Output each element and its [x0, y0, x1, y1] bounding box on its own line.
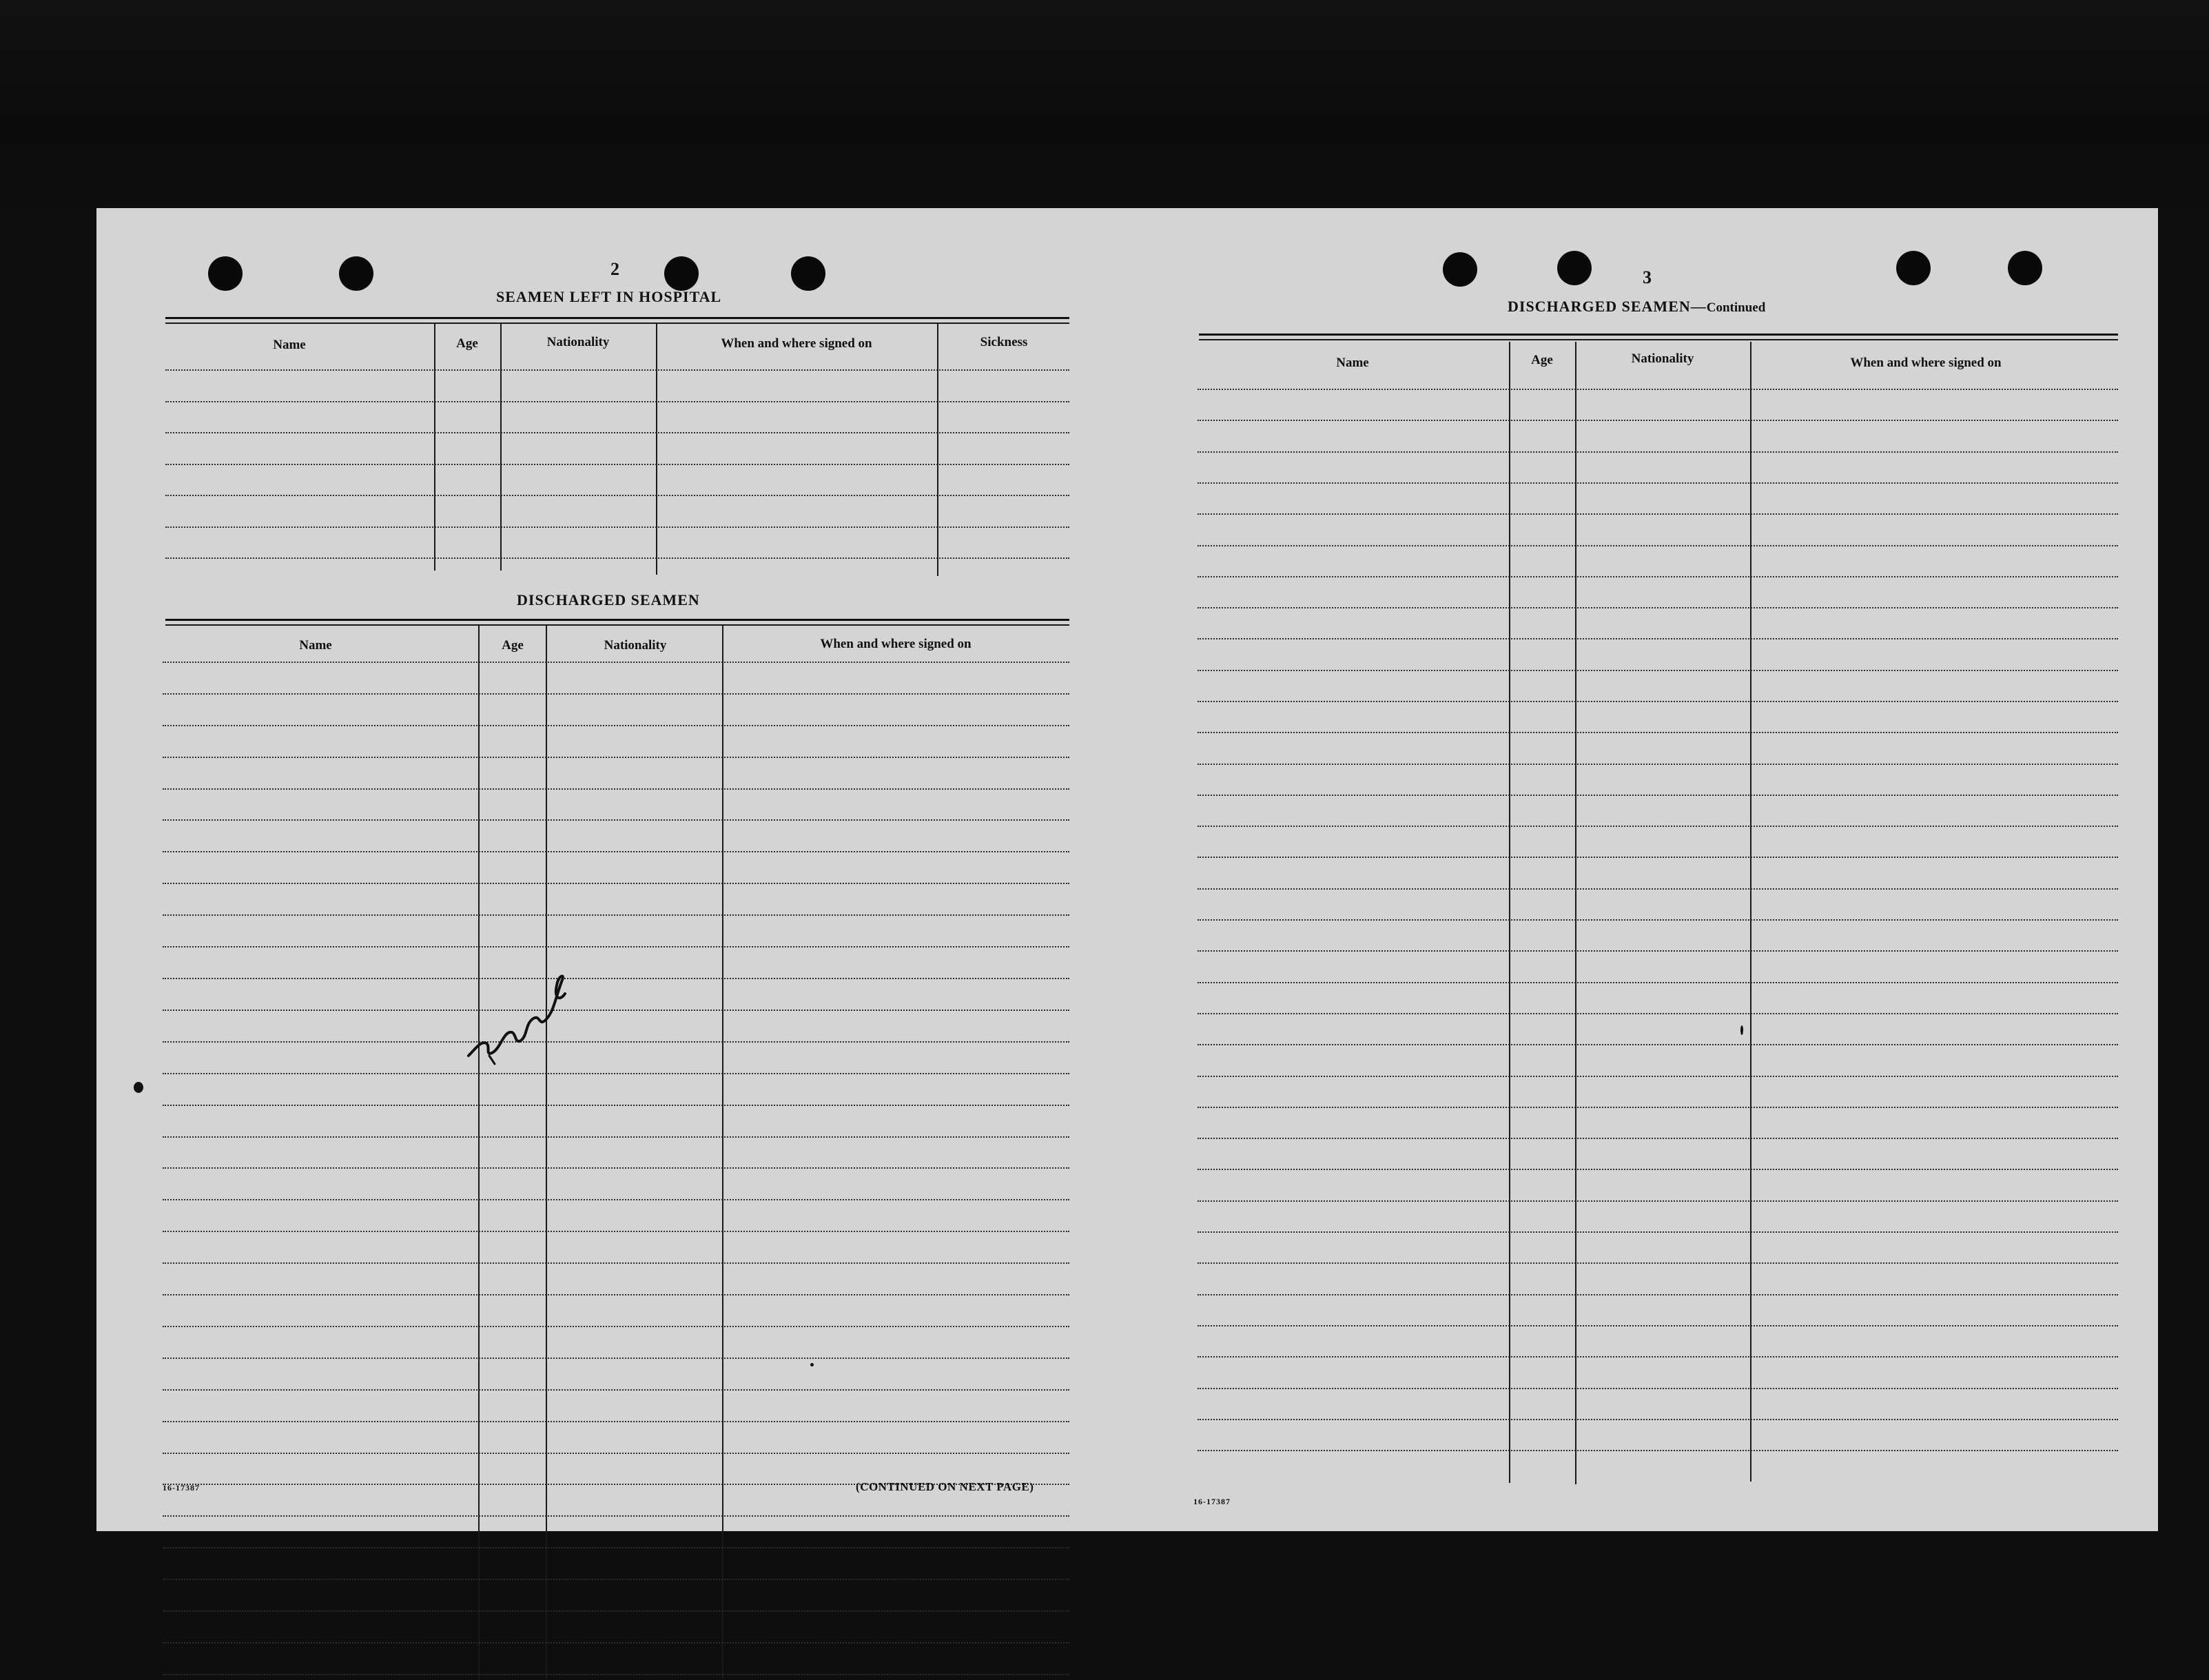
discharged-continued-row-line — [1198, 451, 2118, 453]
left-form-number: 16-17387 — [163, 1483, 200, 1493]
discharged-continued-row-line — [1198, 576, 2118, 577]
discharged-continued-row-line — [1198, 732, 2118, 733]
hospital-row-line — [165, 557, 1069, 559]
right-col-signed-on: When and where signed on — [1850, 356, 2002, 370]
discharged-continued-row-line — [1198, 1231, 2118, 1233]
discharged-row-line — [163, 1674, 1069, 1675]
ink-speck — [810, 1363, 814, 1366]
discharged-continued-row-line — [1198, 795, 2118, 796]
discharged-continued-row-line — [1198, 1294, 2118, 1295]
discharged-continued-row-line — [1198, 545, 2118, 546]
discharged-row-line — [163, 1231, 1069, 1232]
discharged-col-name: Name — [299, 638, 332, 653]
discharged-section-title: DISCHARGED SEAMEN — [517, 591, 700, 608]
discharged-row-line — [163, 1136, 1069, 1138]
punch-hole — [1443, 252, 1477, 287]
punch-hole — [208, 256, 243, 291]
ink-speck — [1740, 1025, 1743, 1035]
right-col-name: Name — [1336, 356, 1369, 370]
scan-background — [0, 0, 2209, 207]
ink-speck — [134, 1082, 143, 1093]
discharged-row-line — [163, 1547, 1069, 1548]
discharged-row-line — [163, 1105, 1069, 1106]
hospital-col-signed-on: When and where signed on — [721, 336, 872, 351]
discharged-row-line — [163, 1515, 1069, 1517]
hospital-row-line — [165, 526, 1069, 528]
right-section-title-main: DISCHARGED SEAMEN— — [1508, 298, 1707, 315]
discharged-row-line — [163, 1199, 1069, 1200]
discharged-continued-row-line — [1198, 420, 2118, 421]
discharged-continued-row-line — [1198, 1044, 2118, 1045]
hospital-col-age: Age — [456, 336, 478, 351]
discharged-row-line — [163, 1579, 1069, 1580]
discharged-continued-row-line — [1198, 1450, 2118, 1451]
discharged-row-line — [163, 662, 1069, 663]
hospital-row-line — [165, 401, 1069, 402]
right-section-title-suffix: Continued — [1706, 300, 1766, 315]
discharged-continued-row-line — [1198, 857, 2118, 858]
form-sheet — [96, 208, 2158, 1531]
discharged-row-line — [163, 883, 1069, 884]
discharged-row-line — [163, 1389, 1069, 1391]
discharged-col-signed-on: When and where signed on — [820, 637, 972, 651]
discharged-row-line — [163, 1167, 1069, 1169]
discharged-continued-row-line — [1198, 950, 2118, 952]
punch-hole — [791, 256, 825, 291]
punch-hole — [1557, 251, 1592, 285]
discharged-row-line — [163, 1041, 1069, 1043]
punch-hole — [2008, 251, 2042, 285]
discharged-row-line — [163, 1010, 1069, 1011]
discharged-continued-row-line — [1198, 1325, 2118, 1326]
discharged-row-line — [163, 693, 1069, 695]
discharged-col-age: Age — [502, 638, 524, 653]
right-page-number: 3 — [1643, 267, 1652, 287]
discharged-row-line — [163, 851, 1069, 852]
discharged-row-line — [163, 978, 1069, 979]
discharged-row-line — [163, 1610, 1069, 1612]
discharged-row-line — [163, 1642, 1069, 1643]
discharged-continued-row-line — [1198, 764, 2118, 765]
discharged-continued-row-line — [1198, 1013, 2118, 1014]
discharged-continued-row-line — [1198, 1200, 2118, 1202]
discharged-continued-row-line — [1198, 607, 2118, 608]
discharged-continued-row-line — [1198, 826, 2118, 827]
discharged-row-line — [163, 1421, 1069, 1422]
discharged-continued-row-line — [1198, 1138, 2118, 1139]
hospital-col-nationality: Nationality — [546, 335, 610, 349]
discharged-col-nationality: Nationality — [604, 638, 667, 653]
discharged-row-line — [163, 1073, 1069, 1074]
discharged-continued-row-line — [1198, 1388, 2118, 1389]
discharged-continued-row-line — [1198, 670, 2118, 671]
discharged-row-line — [163, 1358, 1069, 1359]
discharged-row-line — [163, 1326, 1069, 1327]
hospital-row-line — [165, 369, 1069, 371]
continued-note: (CONTINUED ON NEXT PAGE) — [856, 1480, 1034, 1493]
hospital-row-line — [165, 495, 1069, 496]
discharged-row-line — [163, 946, 1069, 947]
discharged-continued-row-line — [1198, 482, 2118, 484]
discharged-continued-row-line — [1198, 982, 2118, 983]
punch-hole — [339, 256, 373, 291]
discharged-continued-row-line — [1198, 1076, 2118, 1077]
discharged-row-line — [163, 914, 1069, 916]
punch-hole — [664, 256, 699, 291]
discharged-continued-row-line — [1198, 1262, 2118, 1264]
discharged-continued-row-line — [1198, 513, 2118, 515]
discharged-continued-row-line — [1198, 638, 2118, 639]
discharged-row-line — [163, 1262, 1069, 1264]
discharged-continued-row-line — [1198, 919, 2118, 921]
discharged-row-line — [163, 788, 1069, 790]
punch-hole — [1896, 251, 1931, 285]
left-page-number: 2 — [610, 259, 619, 279]
hospital-col-sickness: Sickness — [980, 335, 1028, 349]
hospital-col-name: Name — [273, 338, 306, 352]
right-col-nationality: Nationality — [1631, 351, 1694, 366]
hospital-section-title: SEAMEN LEFT IN HOSPITAL — [496, 288, 722, 305]
discharged-continued-row-line — [1198, 1169, 2118, 1170]
hospital-row-line — [165, 464, 1069, 465]
discharged-row-line — [163, 757, 1069, 758]
discharged-continued-row-line — [1198, 1356, 2118, 1358]
discharged-row-line — [163, 725, 1069, 726]
discharged-continued-row-line — [1198, 389, 2118, 390]
discharged-continued-row-line — [1198, 1419, 2118, 1420]
handwritten-none-mark — [462, 952, 572, 1069]
discharged-continued-row-line — [1198, 1107, 2118, 1108]
discharged-row-line — [163, 1453, 1069, 1454]
right-col-age: Age — [1531, 353, 1553, 367]
discharged-row-line — [163, 1294, 1069, 1295]
right-form-number: 16-17387 — [1193, 1497, 1231, 1506]
discharged-row-line — [163, 819, 1069, 821]
discharged-continued-row-line — [1198, 701, 2118, 702]
right-section-title — [1508, 298, 1765, 316]
hospital-row-line — [165, 432, 1069, 433]
discharged-continued-row-line — [1198, 888, 2118, 890]
